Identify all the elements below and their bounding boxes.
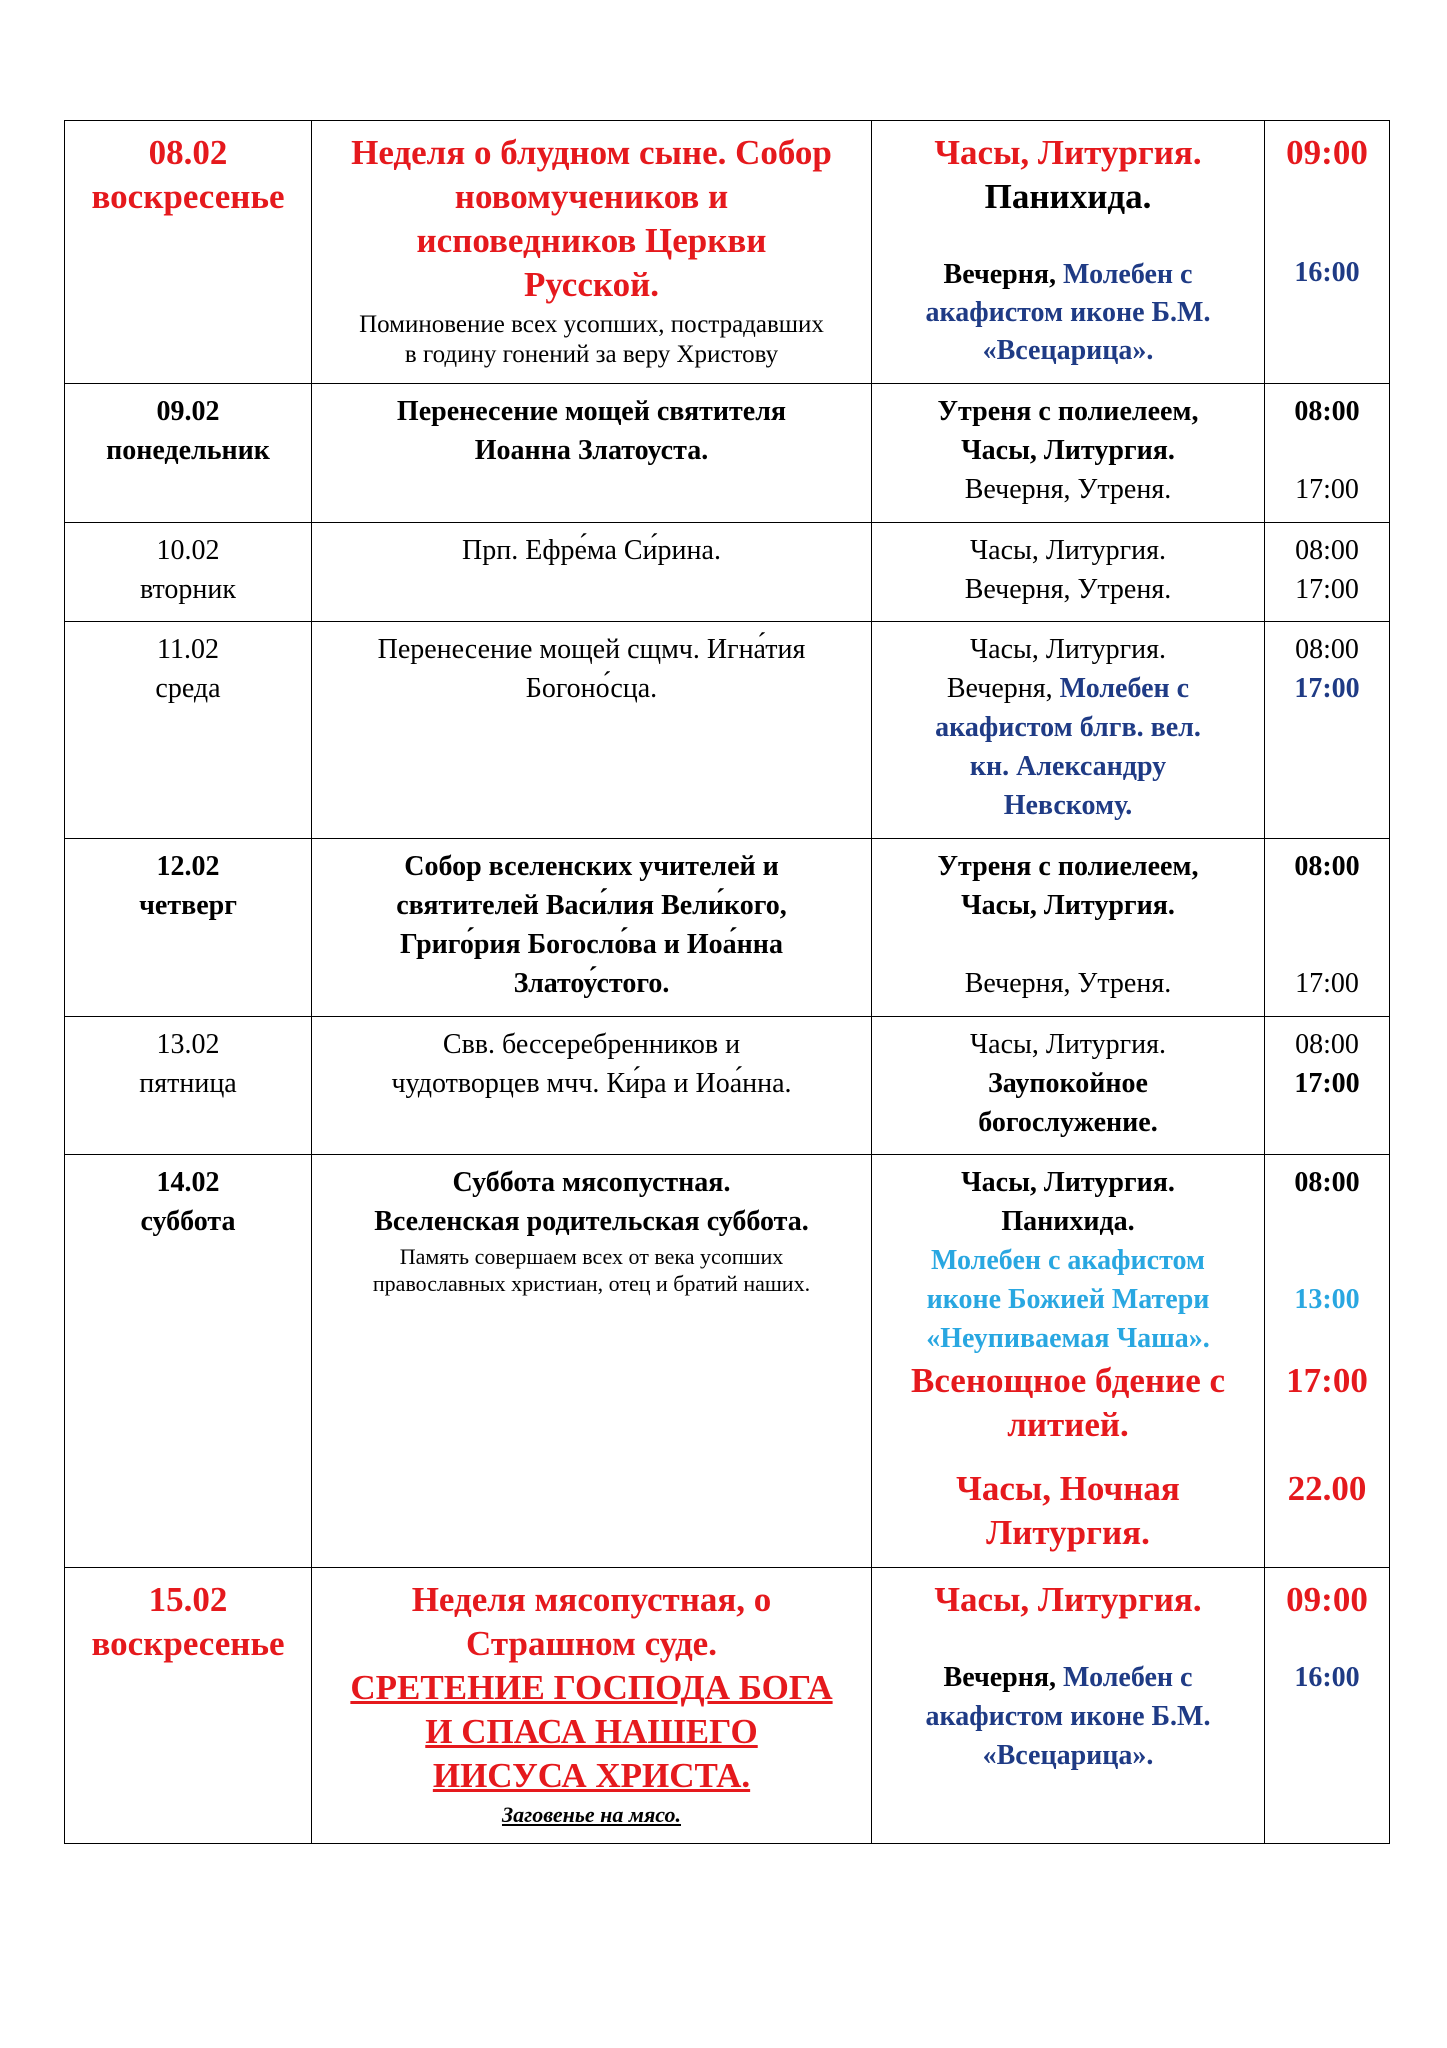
services-cell xyxy=(872,1155,1265,1568)
time: 08:00 xyxy=(1295,535,1359,566)
service-line: Молебен с xyxy=(1063,259,1193,290)
service-line: Утреня с полиелеем, xyxy=(937,851,1199,882)
table-row xyxy=(65,523,1390,622)
table-row xyxy=(65,1155,1390,1568)
service-line: Часы, Литургия. xyxy=(934,133,1202,172)
time: 17:00 xyxy=(1286,1361,1368,1400)
service-line: Часы, Литургия. xyxy=(969,1029,1167,1060)
time: 17:00 xyxy=(1295,474,1359,505)
service-line: Всенощное бдение с xyxy=(910,1361,1226,1400)
service-line: Молебен с акафистом xyxy=(930,1245,1205,1276)
time: 17:00 xyxy=(1294,1068,1360,1099)
weekday: воскресенье xyxy=(91,1624,285,1663)
services-cell xyxy=(872,1568,1265,1844)
service-line: Вечерня, Утреня. xyxy=(964,574,1172,605)
time: 22.00 xyxy=(1287,1469,1367,1508)
feast-line: Златоу́стого. xyxy=(513,968,670,999)
service-line: Невскому. xyxy=(1003,790,1133,821)
service-line: Часы, Литургия. xyxy=(969,634,1167,665)
date: 15.02 xyxy=(148,1580,228,1619)
table-row xyxy=(65,384,1390,523)
feast-note: православных христиан, отец и братий наших. xyxy=(372,1271,811,1296)
time: 09:00 xyxy=(1286,133,1368,172)
service-line: акафистом иконе Б.М. xyxy=(925,1701,1211,1732)
service-line: Панихида. xyxy=(1001,1206,1135,1237)
date: 14.02 xyxy=(156,1167,220,1198)
service-line: иконе Божией Матери xyxy=(926,1284,1210,1315)
feast-line: ИИСУСА ХРИСТА. xyxy=(432,1756,751,1795)
time: 08:00 xyxy=(1294,851,1360,882)
feast-line: Суббота мясопустная. xyxy=(452,1167,731,1198)
date-cell xyxy=(65,1155,312,1568)
feast-note: Заговенье на мясо. xyxy=(501,1802,681,1827)
feast-line: Иоанна Златоуста. xyxy=(474,435,709,466)
feast-note: в годину гонений за веру Христову xyxy=(404,341,779,368)
time: 16:00 xyxy=(1294,1662,1360,1693)
date-cell xyxy=(65,1017,312,1155)
date-cell xyxy=(65,622,312,839)
time-cell xyxy=(1265,1155,1390,1568)
service-line: Утреня с полиелеем, xyxy=(937,396,1199,427)
service-line: Литургия. xyxy=(986,1513,1150,1552)
service-line: Часы, Литургия. xyxy=(934,1580,1202,1619)
feast-cell xyxy=(312,121,872,384)
feast-cell xyxy=(312,1017,872,1155)
feast-line: Страшном суде. xyxy=(466,1624,717,1663)
schedule-sheet xyxy=(64,120,1389,1844)
services-cell xyxy=(872,839,1265,1017)
service-line: акафистом иконе Б.М. xyxy=(925,297,1211,328)
time: 08:00 xyxy=(1294,1167,1360,1198)
service-line: Часы, Литургия. xyxy=(961,435,1175,466)
feast-note: Поминовение всех усопших, пострадавших xyxy=(359,311,824,338)
time: 08:00 xyxy=(1294,396,1360,427)
time-cell xyxy=(1265,384,1390,523)
weekday: среда xyxy=(155,673,221,704)
feast-line: Свв. бессеребренников и xyxy=(442,1029,741,1060)
table-row xyxy=(65,1568,1390,1844)
feast-line: Прп. Ефре́ма Си́рина. xyxy=(462,535,721,566)
weekday: понедельник xyxy=(106,435,270,466)
services-cell xyxy=(872,121,1265,384)
date: 09.02 xyxy=(156,396,220,427)
service-line: Вечерня, xyxy=(946,673,1053,704)
service-line: «Неупиваемая Чаша». xyxy=(926,1323,1210,1354)
service-line: «Всецарица». xyxy=(982,335,1154,366)
feast-cell xyxy=(312,1568,872,1844)
service-line: «Всецарица». xyxy=(982,1740,1154,1771)
date-cell xyxy=(65,384,312,523)
time: 13:00 xyxy=(1294,1284,1360,1315)
service-schedule-table xyxy=(64,120,1390,1844)
service-line: Часы, Литургия. xyxy=(961,1167,1175,1198)
service-line: Часы, Литургия. xyxy=(969,535,1167,566)
time-cell xyxy=(1265,523,1390,622)
table-row xyxy=(65,622,1390,839)
feast-line: Вселенская родительская суббота. xyxy=(374,1206,809,1237)
weekday: пятница xyxy=(139,1068,237,1099)
feast-line: Богоно́сца. xyxy=(525,673,658,704)
date-cell xyxy=(65,523,312,622)
services-cell xyxy=(872,523,1265,622)
time: 16:00 xyxy=(1294,257,1360,288)
feast-line: Собор вселенских учителей и xyxy=(404,851,779,882)
feast-line: святителей Васи́лия Вели́кого, xyxy=(396,890,787,921)
service-line: Часы, Ночная xyxy=(956,1469,1180,1508)
service-line: Вечерня, Утреня. xyxy=(964,474,1172,505)
date-cell xyxy=(65,121,312,384)
service-line: богослужение. xyxy=(978,1107,1158,1138)
feast-line: И СПАСА НАШЕГО xyxy=(425,1712,758,1751)
feast-line: Неделя о блудном сыне. Собор xyxy=(351,133,832,172)
service-line: Часы, Литургия. xyxy=(961,890,1175,921)
time: 08:00 xyxy=(1295,1029,1359,1060)
date: 08.02 xyxy=(148,133,228,172)
feast-line: новомучеников и xyxy=(454,177,729,216)
feast-cell xyxy=(312,839,872,1017)
time: 17:00 xyxy=(1295,968,1359,999)
service-line: Панихида. xyxy=(984,177,1152,216)
time: 09:00 xyxy=(1286,1580,1368,1619)
feast-cell xyxy=(312,622,872,839)
services-cell xyxy=(872,622,1265,839)
date-cell xyxy=(65,1568,312,1844)
date: 11.02 xyxy=(157,634,219,665)
services-cell xyxy=(872,1017,1265,1155)
feast-cell xyxy=(312,384,872,523)
feast-line: исповедников Церкви xyxy=(416,221,767,260)
service-line: Молебен с xyxy=(1059,673,1190,704)
time-cell xyxy=(1265,1568,1390,1844)
weekday: вторник xyxy=(140,574,236,605)
time: 17:00 xyxy=(1294,673,1360,704)
table-row xyxy=(65,839,1390,1017)
service-line: Вечерня, xyxy=(943,1662,1057,1693)
date-cell xyxy=(65,839,312,1017)
feast-line: Русской. xyxy=(524,265,659,304)
service-line: Вечерня, Утреня. xyxy=(964,968,1172,999)
time-cell xyxy=(1265,121,1390,384)
table-row xyxy=(65,121,1390,384)
feast-line: чудотворцев мчч. Ки́ра и Иоа́нна. xyxy=(391,1068,792,1099)
date: 12.02 xyxy=(156,851,220,882)
weekday: суббота xyxy=(140,1206,236,1237)
feast-cell xyxy=(312,523,872,622)
service-line: акафистом блгв. вел. xyxy=(935,712,1201,743)
service-line: кн. Александру xyxy=(969,751,1167,782)
feast-line: Перенесение мощей святителя xyxy=(396,396,787,427)
service-line: Вечерня, xyxy=(943,259,1057,290)
service-line: Заупокойное xyxy=(988,1068,1148,1099)
weekday: четверг xyxy=(139,890,237,921)
weekday: воскресенье xyxy=(91,177,285,216)
time-cell xyxy=(1265,622,1390,839)
service-line: литией. xyxy=(1007,1405,1129,1444)
feast-cell xyxy=(312,1155,872,1568)
services-cell xyxy=(872,384,1265,523)
feast-line: СРЕТЕНИЕ ГОСПОДА БОГА xyxy=(350,1668,833,1707)
time: 17:00 xyxy=(1295,574,1359,605)
service-line: Молебен с xyxy=(1063,1662,1193,1693)
date: 10.02 xyxy=(156,535,220,566)
feast-note: Память совершаем всех от века усопших xyxy=(399,1244,784,1269)
date: 13.02 xyxy=(156,1029,220,1060)
feast-line: Григо́рия Богосло́ва и Иоа́нна xyxy=(400,929,783,960)
table-row xyxy=(65,1017,1390,1155)
feast-line: Перенесение мощей сщмч. Игна́тия xyxy=(377,634,806,665)
time-cell xyxy=(1265,839,1390,1017)
feast-line: Неделя мясопустная, о xyxy=(411,1580,772,1619)
time: 08:00 xyxy=(1295,634,1359,665)
time-cell xyxy=(1265,1017,1390,1155)
